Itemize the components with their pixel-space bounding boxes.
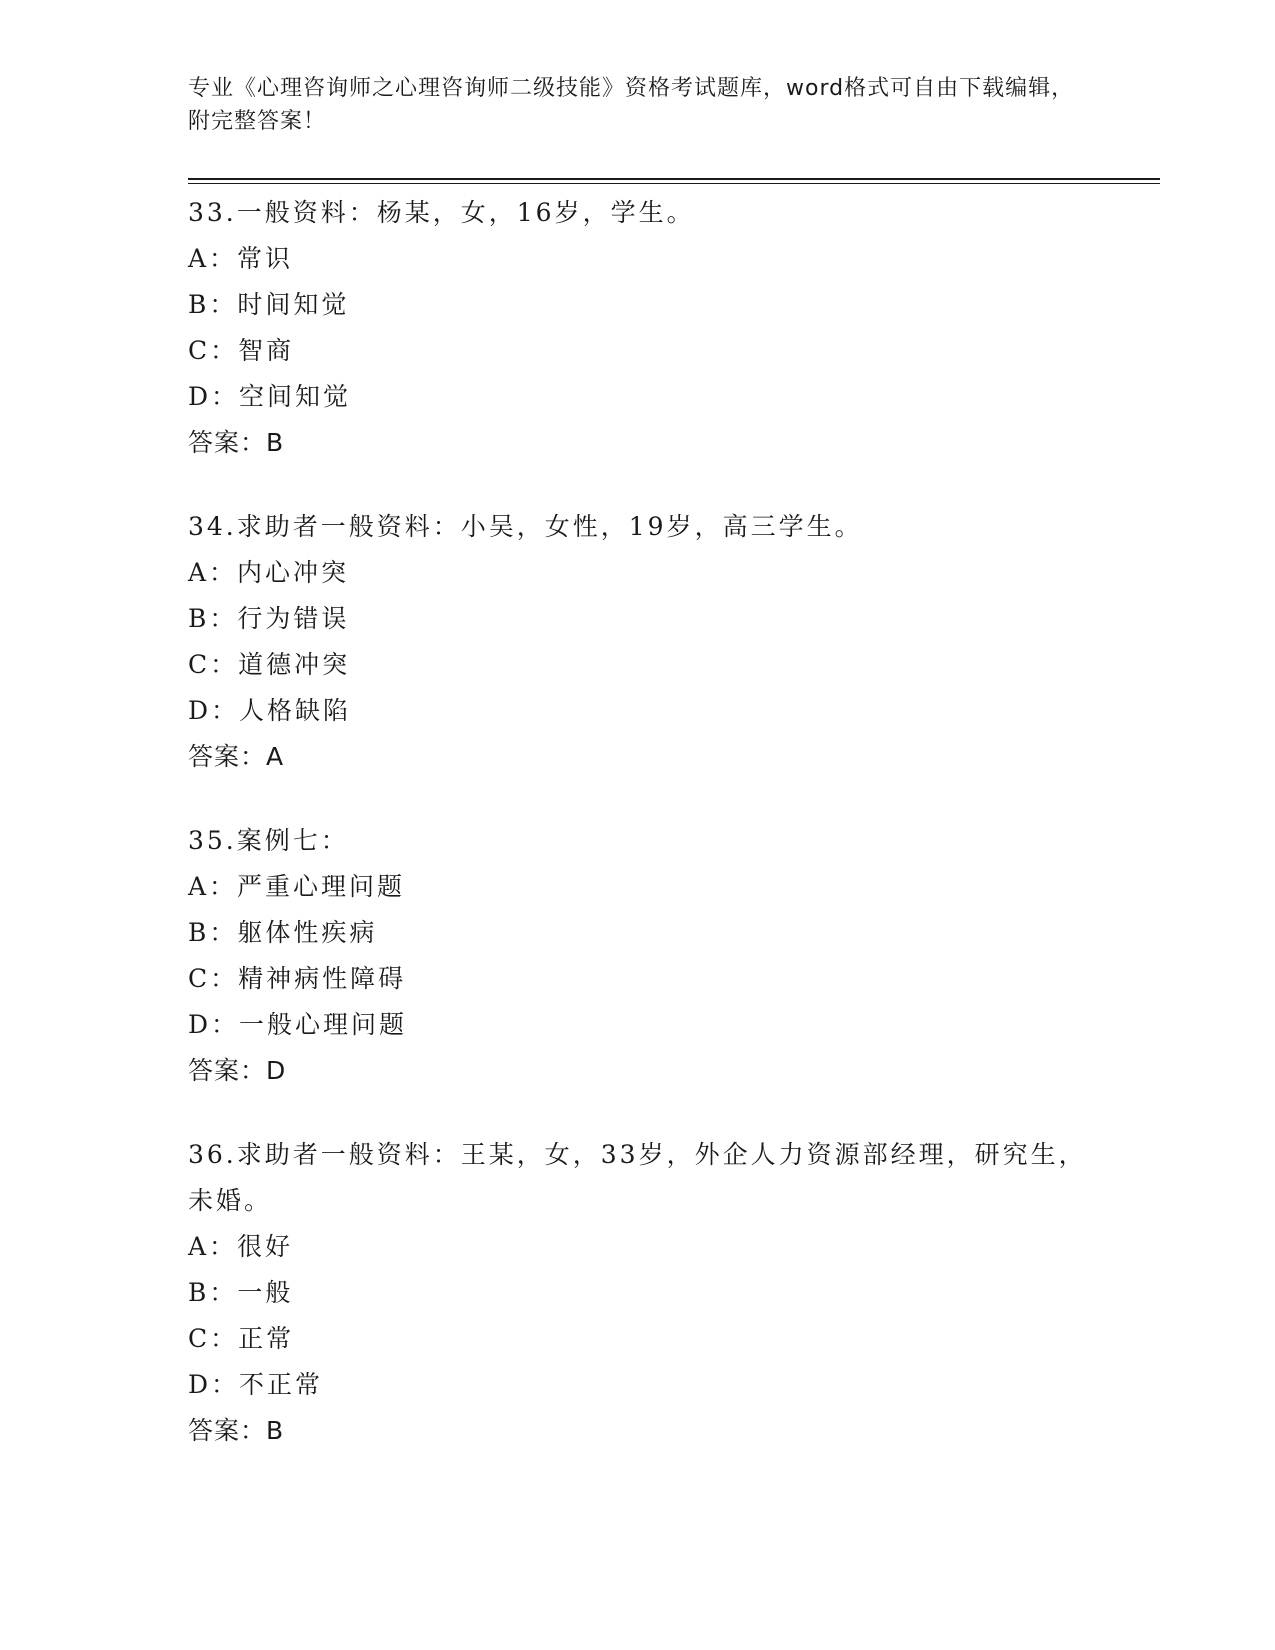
question-35 xyxy=(188,818,1148,1094)
question-34 xyxy=(188,504,1148,780)
option-c: C：正常 xyxy=(188,1324,295,1353)
option-b: B：一般 xyxy=(188,1278,294,1307)
question-stem: 33.一般资料：杨某，女，16岁，学生。 xyxy=(188,198,695,227)
answer-line: 答案：D xyxy=(188,1056,287,1085)
option-d: D：空间知觉 xyxy=(188,382,352,411)
option-d: D：人格缺陷 xyxy=(188,696,352,725)
header-divider xyxy=(188,178,1160,180)
option-c: C：道德冲突 xyxy=(188,650,351,679)
option-a: A：很好 xyxy=(188,1232,294,1261)
question-list xyxy=(188,190,1148,1492)
option-d: D：不正常 xyxy=(188,1370,324,1399)
option-b: B：行为错误 xyxy=(188,604,350,633)
question-stem: 34.求助者一般资料：小吴，女性，19岁，高三学生。 xyxy=(188,512,863,541)
option-c: C：智商 xyxy=(188,336,295,365)
header-divider-thin xyxy=(188,183,1160,184)
question-stem: 35.案例七： xyxy=(188,826,349,855)
answer-line: 答案：A xyxy=(188,742,285,771)
answer-line: 答案：B xyxy=(188,428,285,457)
header-note: 专业《心理咨询师之心理咨询师二级技能》资格考试题库，word格式可自由下载编辑，附完整答案！ xyxy=(188,76,1075,134)
question-36 xyxy=(188,1132,1148,1454)
option-a: A：常识 xyxy=(188,244,294,273)
option-a: A：严重心理问题 xyxy=(188,872,406,901)
option-b: B：时间知觉 xyxy=(188,290,350,319)
question-stem: 36.求助者一般资料：王某，女，33岁，外企人力资源部经理，研究生，未婚。 xyxy=(188,1140,1087,1215)
option-b: B：躯体性疾病 xyxy=(188,918,378,947)
option-a: A：内心冲突 xyxy=(188,558,350,587)
answer-line: 答案：B xyxy=(188,1416,285,1445)
question-33 xyxy=(188,190,1148,466)
option-d: D：一般心理问题 xyxy=(188,1010,408,1039)
option-c: C：精神病性障碍 xyxy=(188,964,407,993)
